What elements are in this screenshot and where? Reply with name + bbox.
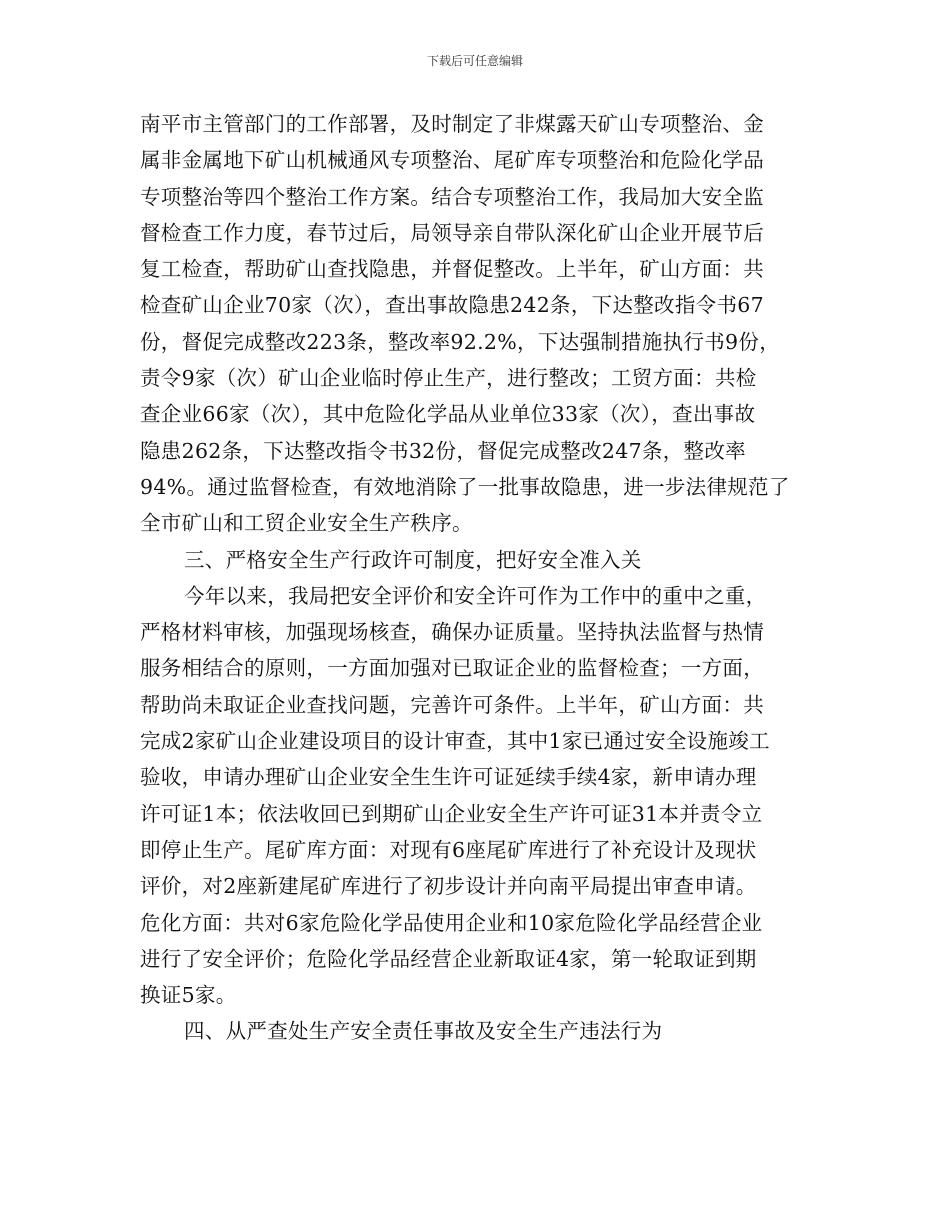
body-line: 帮助尚未取证企业查找问题，完善许可条件。上半年，矿山方面：共 — [140, 692, 764, 717]
document-body — [140, 106, 830, 1050]
section-heading: 三、严格安全生产行政许可制度，把好安全准入关 — [184, 547, 642, 572]
body-line: 完成2家矿山企业建设项目的设计审查，其中1家已通过安全设施竣工 — [140, 729, 770, 754]
page-header: 下载后可任意编辑 — [426, 54, 523, 68]
body-line: 属非金属地下矿山机械通风专项整治、尾矿库专项整治和危险化学品 — [140, 148, 764, 173]
body-line: 即停止生产。尾矿库方面：对现有6座尾矿库进行了补充设计及现状 — [140, 837, 757, 862]
body-line: 隐患262条，下达整改指令书32份，督促完成整改247条，整改率 — [140, 438, 746, 463]
body-line: 许可证1本；依法收回已到期矿山企业安全生产许可证31本并责令立 — [140, 801, 763, 826]
body-line: 南平市主管部门的工作部署，及时制定了非煤露天矿山专项整治、金 — [140, 112, 764, 136]
body-line: 验收，申请办理矿山企业安全生生许可证延续手续4家，新申请办理 — [140, 765, 757, 790]
body-line: 督检查工作力度，春节过后，局领导亲自带队深化矿山企业开展节后 — [140, 220, 764, 245]
body-line: 份，督促完成整改223条，整改率92.2%，下达强制措施执行书9份， — [140, 329, 780, 354]
body-line: 专项整治等四个整治工作方案。结合专项整治工作，我局加大安全监 — [140, 184, 764, 209]
body-line: 全市矿山和工贸企业安全生产秩序。 — [140, 511, 473, 536]
body-line: 严格材料审核，加强现场核查，确保办证质量。坚持执法监督与热情 — [140, 620, 764, 645]
body-line: 94%。通过监督检查，有效地消除了一批事故隐患，进一步法律规范了 — [140, 474, 790, 499]
body-line: 今年以来，我局把安全评价和安全许可作为工作中的重中之重， — [184, 583, 767, 608]
body-line: 危化方面：共对6家危险化学品使用企业和10家危险化学品经营企业 — [140, 910, 763, 935]
body-line: 进行了安全评价；危险化学品经营企业新取证4家，第一轮取证到期 — [140, 946, 757, 971]
body-line: 换证5家。 — [140, 983, 237, 1008]
body-line: 评价，对2座新建尾矿库进行了初步设计并向南平局提出审查申请。 — [140, 874, 757, 899]
body-line: 责令9家（次）矿山企业临时停止生产，进行整改；工贸方面：共检 — [140, 366, 757, 391]
body-line: 复工检查，帮助矿山查找隐患，并督促整改。上半年，矿山方面：共 — [140, 257, 764, 282]
body-line: 检查矿山企业70家（次），查出事故隐患242条，下达整改指令书67 — [140, 293, 764, 318]
section-heading: 四、从严查处生产安全责任事故及安全生产违法行为 — [184, 1019, 663, 1044]
body-line: 服务相结合的原则，一方面加强对已取证企业的监督检查；一方面， — [140, 656, 764, 681]
body-line: 查企业66家（次），其中危险化学品从业单位33家（次），查出事故 — [140, 402, 756, 427]
